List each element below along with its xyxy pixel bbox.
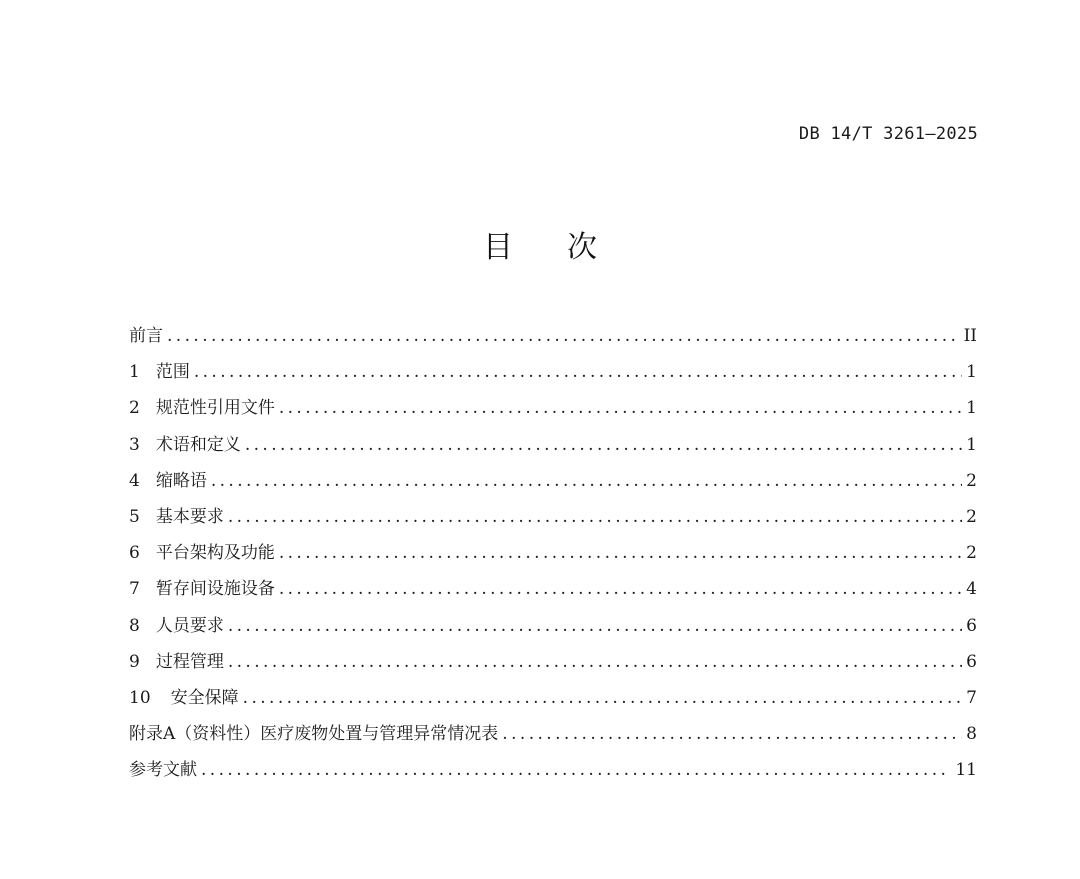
toc-entry-label: 暂存间设施设备 [155,579,275,600]
toc-entry-label: 规范性引用文件 [155,398,275,419]
toc-entry-platform-architecture[interactable] [129,535,977,571]
toc-entry-label: 基本要求 [155,507,224,528]
toc-leader-dots [194,362,962,382]
toc-entry-personnel-requirements[interactable] [129,608,977,644]
toc-entry-label: 平台架构及功能 [155,543,275,564]
toc-leader-dots [167,326,960,346]
toc-entry-page: 2 [966,543,977,564]
toc-entry-foreword[interactable] [129,318,977,354]
toc-entry-page: 4 [966,579,977,600]
toc-entry-label: 附录A（资料性）医疗废物处置与管理异常情况表 [129,724,499,745]
toc-entry-page: 8 [966,724,977,745]
toc-leader-dots [228,507,962,527]
toc-leader-dots [228,616,962,636]
toc-leader-dots [243,688,963,708]
toc-entry-label: 范围 [155,362,190,383]
toc-entry-page: 1 [966,362,977,383]
toc-entry-page: 2 [966,507,977,528]
toc-entry-process-management[interactable] [129,644,977,680]
toc-leader-dots [245,435,962,455]
toc-entry-number: 3 [129,434,140,455]
toc-entry-label: 参考文献 [129,760,197,781]
toc-entry-label: 缩略语 [155,470,207,491]
toc-title-char-1: 目 [483,230,513,265]
toc-leader-dots [502,724,962,744]
toc-entry-page: 11 [955,760,977,781]
toc-leader-dots [279,398,962,418]
toc-entry-label: 术语和定义 [155,434,241,455]
toc-entry-label: 过程管理 [155,651,224,672]
toc-entry-page: II [963,326,977,347]
toc-leader-dots [228,652,962,672]
toc-entry-number: 8 [129,615,140,636]
toc-entry-page: 1 [966,398,977,419]
toc-list [129,318,977,788]
toc-entry-label: 前言 [129,326,163,347]
toc-entry-page: 7 [966,687,977,708]
toc-entry-number: 4 [129,470,140,491]
toc-title-char-2: 次 [567,230,597,265]
toc-entry-safety-assurance[interactable] [129,680,977,716]
toc-entry-number: 1 [129,362,140,383]
toc-entry-scope[interactable] [129,354,977,390]
toc-entry-number: 7 [129,579,140,600]
toc-leader-dots [201,760,951,780]
toc-entry-number: 2 [129,398,140,419]
toc-entry-number: 9 [129,651,140,672]
toc-entry-page: 6 [966,615,977,636]
toc-entry-page: 6 [966,651,977,672]
toc-entry-appendix-a[interactable] [129,716,977,752]
toc-title [0,222,1080,266]
toc-entry-terms-definitions[interactable] [129,427,977,463]
toc-entry-abbreviations[interactable] [129,463,977,499]
toc-entry-bibliography[interactable] [129,752,977,788]
toc-leader-dots [279,579,962,599]
toc-entry-page: 1 [966,434,977,455]
toc-leader-dots [211,471,962,491]
toc-entry-number: 6 [129,543,140,564]
toc-entry-number: 10 [129,687,151,708]
toc-entry-normative-references[interactable] [129,390,977,426]
toc-leader-dots [279,543,962,563]
toc-entry-label: 安全保障 [170,687,239,708]
toc-entry-number: 5 [129,507,140,528]
toc-entry-label: 人员要求 [155,615,224,636]
document-code: DB 14/T 3261—2025 [798,124,978,144]
toc-entry-storage-facilities[interactable] [129,571,977,607]
toc-entry-page: 2 [966,470,977,491]
toc-entry-basic-requirements[interactable] [129,499,977,535]
